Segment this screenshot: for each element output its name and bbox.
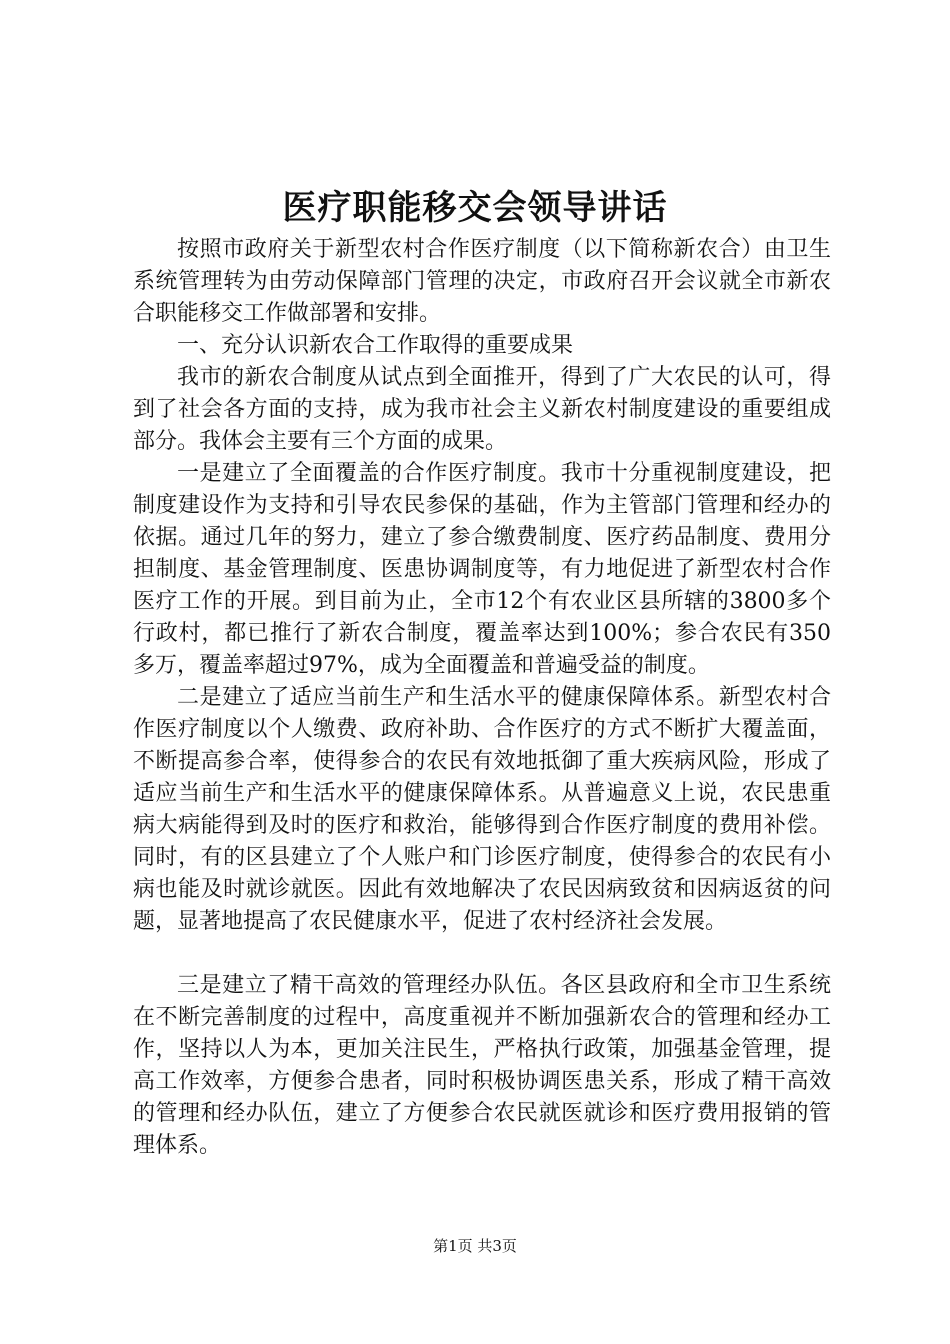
paragraph-intro: 按照市政府关于新型农村合作医疗制度（以下简称新农合）由卫生系统管理转为由劳动保障部门管理的决定，市政府召开会议就全市新农合职能移交工作做部署和安排。 [133,237,831,326]
paragraph-point-three: 三是建立了精干高效的管理经办队伍。各区县政府和全市卫生系统在不断完善制度的过程中，高度重视并不断加强新农合的管理和经办工作，坚持以人为本，更加关注民生，严格执行政策，加强基金管理，提高工作效率，方便参合患者，同时积极协调医患关系，形成了精干高效的管理和经办队伍，建立了方便参合农民就医就诊和医疗费用报销的管理体系。 [133,973,831,1158]
paragraph-point-two: 二是建立了适应当前生产和生活水平的健康保障体系。新型农村合作医疗制度以个人缴费、政府补助、合作医疗的方式不断扩大覆盖面，不断提高参合率，使得参合的农民有效地抵御了重大疾病风险，形成了适应当前生产和生活水平的健康保障体系。从普遍意义上说，农民患重病大病能得到及时的医疗和救治，能够得到合作医疗制度的费用补偿。同时，有的区县建立了个人账户和门诊医疗制度，使得参合的农民有小病也能及时就诊就医。因此有效地解决了农民因病致贫和因病返贫的问题，显著地提高了农民健康水平，促进了农村经济社会发展。 [133,685,831,934]
paragraph-summary: 我市的新农合制度从试点到全面推开，得到了广大农民的认可，得到了社会各方面的支持，成为我市社会主义新农村制度建设的重要组成部分。我体会主要有三个方面的成果。 [133,365,831,454]
page-footer: 第1页 共3页 [433,1237,517,1255]
document-body [133,234,831,1162]
document-title: 医疗职能移交会领导讲话 [282,188,668,228]
paragraph-point-one: 一是建立了全面覆盖的合作医疗制度。我市十分重视制度建设，把制度建设作为支持和引导农民参保的基础，作为主管部门管理和经办的依据。通过几年的努力，建立了参合缴费制度、医疗药品制度、费用分担制度、基金管理制度、医患协调制度等，有力地促进了新型农村合作医疗工作的开展。到目前为止，全市12个有农业区县所辖的3800多个行政村，都已推行了新农合制度，覆盖率达到100%；参合农民有350多万，覆盖率超过97%，成为全面覆盖和普遍受益的制度。 [133,461,831,678]
section-heading: 一、充分认识新农合工作取得的重要成果 [177,333,574,358]
